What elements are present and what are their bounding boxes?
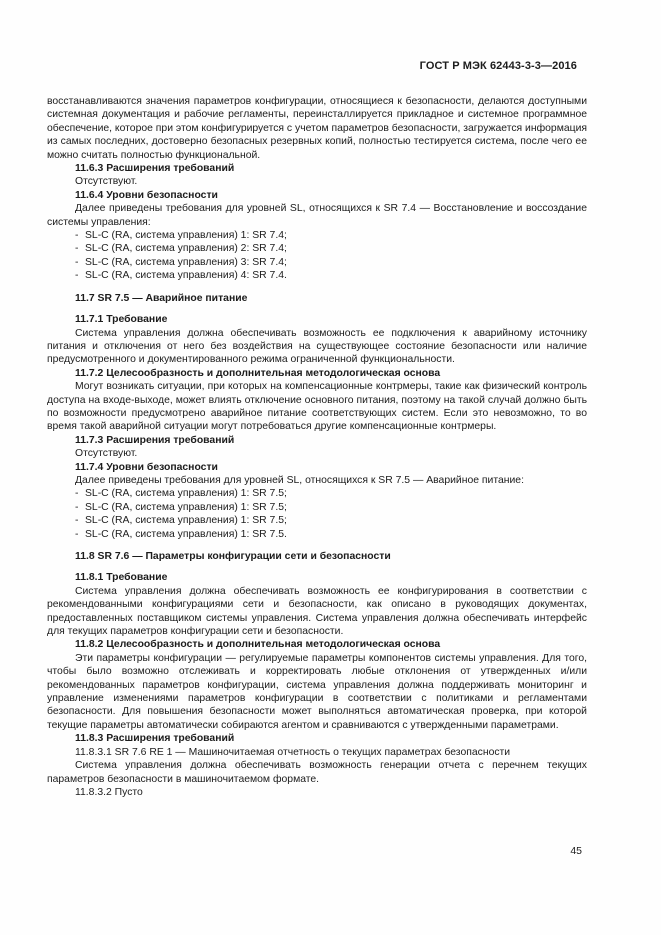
list-item: - SL-C (RA, система управления) 3: SR 7.4; <box>75 256 287 268</box>
subsection-title: 11.8.3.1 SR 7.6 RE 1 — Машиночитаемая отчетность о текущих параметрах безопасности <box>75 746 511 758</box>
list-item: - SL-C (RA, система управления) 1: SR 7.5. <box>75 528 287 540</box>
document-body <box>47 95 587 799</box>
page-number: 45 <box>570 845 582 857</box>
section-heading: 11.8.3 Расширения требований <box>75 733 235 745</box>
paragraph: Отсутствуют. <box>75 176 138 188</box>
section-heading: 11.7.3 Расширения требований <box>75 434 235 446</box>
list-item: - SL-C (RA, система управления) 4: SR 7.4. <box>75 270 287 282</box>
section-heading: 11.6.4 Уровни безопасности <box>75 189 218 201</box>
section-heading: 11.8 SR 7.6 — Параметры конфигурации сети и безопасности <box>75 551 391 562</box>
section-heading: 11.8.2 Целесообразность и дополнительная методологическая основа <box>75 639 441 651</box>
paragraph: Далее приведены требования для уровней SL, относящихся к SR 7.4 — Восстановление и воссоздание системы управления: <box>47 203 587 228</box>
paragraph: Эти параметры конфигурации — регулируемые параметры компонентов системы управления. Для того, чтобы было возможно отслеживать и корректировать любые отклонения от утвержденных и/или рекомендованных параметров конфигурации, система управления должна поддерживать мониторинг и управление изменениями параметров конфигурации в соответствии с политиками и регламентами безопасности. Для повышения безопасности может выполняться автоматическая проверка, при которой текущие параметры автоматически собираются агентом и сравниваются с утвержденными параметрами. <box>47 652 587 731</box>
list-item: - SL-C (RA, система управления) 1: SR 7.5; <box>75 515 287 527</box>
section-heading: 11.6.3 Расширения требований <box>75 163 235 175</box>
document-header: ГОСТ Р МЭК 62443-3-3—2016 <box>419 60 577 72</box>
section-heading: 11.7.4 Уровни безопасности <box>75 461 218 473</box>
section-heading: 11.7.1 Требование <box>75 314 168 326</box>
paragraph: Могут возникать ситуации, при которых на компенсационные контрмеры, такие как физический контроль доступа на входе-выходе, может влиять отключение основного питания, поэтому на такой случай должно быть по возможности предусмотрено аварийное питание соответствующих систем. Если это невозможно, то во время такой аварийной ситуации могут потребоваться другие компенсационные контрмеры. <box>47 381 587 433</box>
paragraph: Далее приведены требования для уровней SL, относящихся к SR 7.5 — Аварийное питание: <box>75 474 524 486</box>
paragraph: Отсутствуют. <box>75 448 138 460</box>
subsection-title: 11.8.3.2 Пусто <box>75 786 143 798</box>
intro-paragraph: восстанавливаются значения параметров конфигурации, относящиеся к безопасности, делаются доступными системная документация и рабочие регламенты, переинсталлируется прикладное и системное программное обеспечение, которое при этом конфигурируется с учетом параметров безопасности, загружается информация из самых последних, достоверно безопасных резервных копий, полностью тестируется система, после чего ее можно считать полностью функциональной. <box>47 96 587 161</box>
paragraph: Система управления должна обеспечивать возможность ее подключения к аварийному источнику питания и отключения от него без воздействия на существующее состояние безопасности или наличие предусмотренного и документированного режима ограниченной функциональности. <box>47 327 587 366</box>
list-item: - SL-C (RA, система управления) 1: SR 7.5; <box>75 488 287 500</box>
list-item: - SL-C (RA, система управления) 1: SR 7.5; <box>75 501 287 513</box>
paragraph: Система управления должна обеспечивать возможность ее конфигурирования в соответствии с рекомендованными конфигурациями сети и безопасности, как описано в руководящих документах, предоставленных поставщиком системы управления. Система управления должна обеспечивать интерфейс для текущих параметров конфигурации сети и безопасности. <box>47 585 587 638</box>
paragraph: Система управления должна обеспечивать возможность генерации отчета с перечнем текущих параметров безопасности в машиночитаемом формате. <box>47 760 587 785</box>
section-heading: 11.7 SR 7.5 — Аварийное питание <box>75 292 248 304</box>
section-heading: 11.7.2 Целесообразность и дополнительная методологическая основа <box>75 367 441 379</box>
section-heading: 11.8.1 Требование <box>75 572 168 584</box>
list-item: - SL-C (RA, система управления) 1: SR 7.4; <box>75 230 287 242</box>
list-item: - SL-C (RA, система управления) 2: SR 7.4; <box>75 243 287 255</box>
